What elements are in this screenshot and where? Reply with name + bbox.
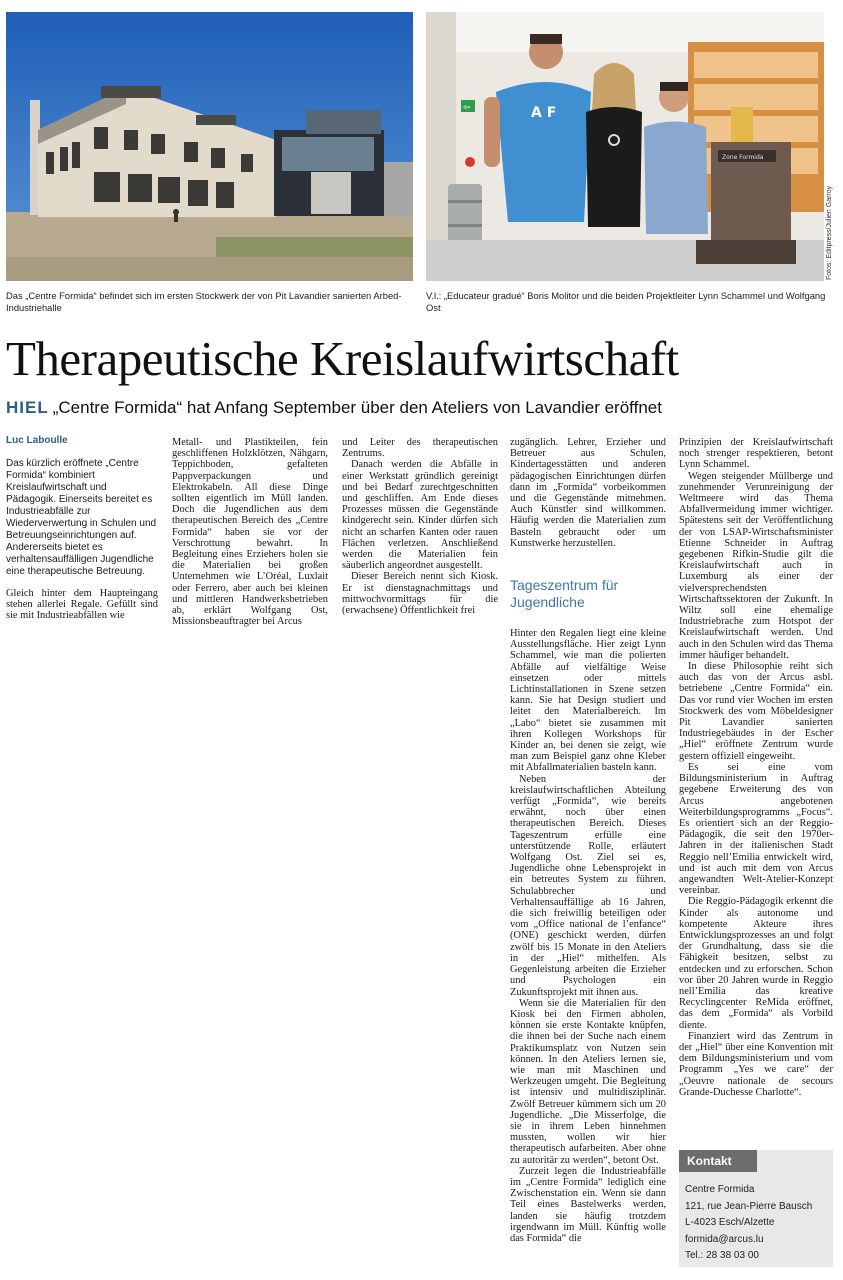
contact-street: 121, rue Jean-Pierre Bausch bbox=[685, 1201, 813, 1212]
article-subheadline bbox=[6, 398, 662, 418]
contact-phone: Tel.: 28 38 03 00 bbox=[685, 1250, 759, 1261]
team-photo bbox=[426, 12, 824, 281]
author-byline: Luc Laboulle bbox=[6, 435, 68, 446]
location-kicker: HIEL bbox=[6, 398, 49, 417]
article-paragraph: Zurzeit legen die Industrieabfälle im „Centre Formida“ lediglich eine Zwischenstation ein. Wenn sie dann Teil eines Bastelwerks werden, landen sie häufig trotzdem irgendwann im Müll. Künftig wolle das Formida“ die bbox=[510, 1165, 666, 1244]
article-paragraph: Wegen steigender Müllberge und zunehmender Verunreinigung der Weltmeere wird das Thema Abfallvermeidung immer wichtiger. Spätestens seit der Veröffentlichung der von LSAP-Wirtschaftsminister Etienne Schneider in Auftrag gegebenen Rifkin-Studie gilt die Kreislaufwirtschaft auch in Luxemburg als einer der vielversprechendsten Wirtschaftssektoren der Zukunft. In Wiltz soll eine ehemalige Industriebrache zum Hotspot der Kreislaufwirtschaft werden. Und auch in den Schulen wird das Thema immer häufiger behandelt. bbox=[679, 470, 833, 661]
sign-label: Zone Formida bbox=[722, 154, 764, 161]
article-column-5 bbox=[679, 437, 833, 1098]
article-headline: Therapeutische Kreislaufwirtschaft bbox=[6, 331, 679, 386]
building-photo bbox=[6, 12, 413, 281]
article-paragraph: zugänglich. Lehrer, Erzieher und Betreuer aus Schulen, Kindertagesstätten und anderen pädagogischen Einrichtungen dürfen dann im „Formida“ vorbeikommen und die Gegenstände mitnehmen. Auch Künstler sind willkommen. Häufig werden die Materialien zum Basteln gebraucht oder um Kunstwerke herzustellen. bbox=[510, 437, 666, 549]
contact-email[interactable]: formida@arcus.lu bbox=[685, 1234, 764, 1245]
article-paragraph: Neben der kreislaufwirtschaftlichen Abteilung verfügt „Formida“, wie bereits erwähnt, noch über einen therapeutischen Bereich. Dieses Tageszentrum erfülle eine unterstützende Rolle, erläutert Wolfgang Ost. Ziel sei es, Jugendliche ohne Lebensprojekt in ein betreutes System zu führen. Schulabbrecher und Verhaltensauffällige ab 16 Jahren, die sich freiwillig beteiligen oder vom „Office national de l’enfance“ (ONE) geschickt werden, dürfen zwölf bis 15 Monate in den Ateliers in der „Hiel“ mithelfen. Als Gegenleistung arbeiten die Erzieher und Psychologen ein Zukunftsprojekt mit ihnen aus. bbox=[510, 773, 666, 998]
exit-sign-icon: ⇦ bbox=[463, 103, 471, 113]
article-paragraph: Dieser Bereich nennt sich Kiosk. Er ist dienstagnachmittags und mittwochvormittags für die (erwachsene) Öffentlichkeit frei bbox=[342, 571, 498, 617]
article-paragraph: Die Reggio-Pädagogik erkennt die Kinder als autonome und kompetente Akteure ihres Entwicklungsprozesses an und folgt der Grundhaltung, dass sie die Fähigkeit besitzen, selbst zu entdecken und zu erforschen. Schon vor über 20 Jahren wurde in Reggio nell’Emilia das kreative Recyclingcenter ReMida eröffnet, das dem „Formida“ als Vorbild diente. bbox=[679, 896, 833, 1031]
contact-box-title: Kontakt bbox=[679, 1150, 757, 1172]
photo-credit: Fotos: Editpress/Julien Garroy bbox=[826, 185, 833, 280]
article-paragraph: Wenn sie die Materialien für den Kiosk bei den Firmen abholen, können sie erste Kontakte knüpfen, die ihnen bei der Suche nach einem Praktikumsplatz von Nutzen sein können. In den Ateliers lernen sie, wie man mit Maschinen und Werkzeugen umgeht. Die Begleitung ist intensiv und multidisziplinär. Zwölf Betreuer kümmern sich um 20 Jugendliche. „Die Misserfolge, die sie in ihrem Leben hinnehmen mussten, wollen wir hier therapeutisch aufarbeiten. Aber ohne zu autoritär zu werden“, betont Ost. bbox=[510, 997, 666, 1166]
article-paragraph: und Leiter des therapeutischen Zentrums. bbox=[342, 437, 498, 460]
article-paragraph: Metall- und Plastikteilen, fein geschliffenen Holzklötzen, Nähgarn, Teppichboden, gefalteten Pappverpackungen und Elektrokabeln. All diese Dinge sollten eigentlich im Müll landen. Doch die Jugendlichen aus dem therapeutischen Bereich des „Centre Formida“ haben sie vor der Verschrottung bewahrt. In Begleitung eines Erziehers holen sie die Materialien bei großen Unternehmen wie L’Oréal, Luxlait oder Ferrero, aber auch bei kleinen und mittleren Handwerksbetrieben ab, erklärt Wolfgang Ost, Missionsbeauftragter bei Arcus bbox=[172, 437, 328, 628]
article-column-2 bbox=[172, 437, 328, 627]
article-paragraph: Prinzipien der Kreislaufwirtschaft noch strenger respektieren, betont Lynn Schammel. bbox=[679, 437, 833, 471]
contact-city: L-4023 Esch/Alzette bbox=[685, 1217, 775, 1228]
article-paragraph: Danach werden die Abfälle in einer Werkstatt gründlich gereinigt und bei Bedarf zurechtgeschnitten und geschliffen. Am Ende dieses Prozesses müssen die Gegenstände kindgerecht sein. Kinder dürfen sich nicht an scharfen Kanten oder rauen Flächen verletzen. Anschließend werden die Materialien fein säuberlich angeordnet ausgestellt. bbox=[342, 459, 498, 572]
shirt-print: A F bbox=[531, 105, 557, 121]
contact-name: Centre Formida bbox=[685, 1184, 755, 1195]
article-paragraph: Gleich hinter dem Haupteingang stehen allerlei Regale. Gefüllt sind sie mit Industrieabfällen wie bbox=[6, 588, 158, 622]
article-column-1 bbox=[6, 458, 158, 632]
article-paragraph: Hinter den Regalen liegt eine kleine Ausstellungsfläche. Hier zeigt Lynn Schammel, wie man die polierten Abfälle auf vielfältige Weise einsetzen oder mittels Lichtinstallationen in Szene setzen kann. Sie hat Design studiert und leitet den Materialbereich. Im „Labo“ bietet sie zusammen mit ihren Kollegen Workshops für Kinder an, bei denen sie zeigt, wie man zum Beispiel ganz ohne Kleber mit Abfallmaterialien basteln kann. bbox=[510, 628, 666, 774]
team-photo-drawing bbox=[426, 12, 824, 281]
article-intro: Das kürzlich eröffnete „Centre Formida“ kombiniert Kreislaufwirtschaft und Pädagogik. Einerseits bereitet es Industrieabfälle zur Wiederverwertung in Schulen und Betreuungseinrichtungen auf. Andererseits bietet es verhaltensauffälligen Jugendliche eine therapeutische Betreuung. bbox=[6, 458, 157, 577]
section-subhead: Tageszentrum für Jugendliche bbox=[510, 577, 619, 610]
building-photo-drawing bbox=[6, 12, 413, 281]
article-paragraph: Es sei eine vom Bildungsministerium in Auftrag gegebene Erweiterung des von Arcus angebotenen Weiterbildungsprogramms „Focus“. Es orientiert sich an der Reggio-Pädagogik, die seit den 1970er-Jahren in der italienischen Stadt Reggio nell’Emilia entwickelt wird, und ist auch mit dem von Arcus angewandten Welt-Atelier-Konzept vereinbar. bbox=[679, 761, 833, 897]
article-paragraph: Finanziert wird das Zentrum in der „Hiel“ über eine Konvention mit dem Bildungsministerium und vom Programm „Yes we care“ der „Oeuvre nationale de secours Grande-Duchesse Charlotte“. bbox=[679, 1030, 833, 1098]
contact-box bbox=[679, 1150, 833, 1267]
article-column-4-continued bbox=[510, 628, 666, 1244]
article-column-4 bbox=[510, 437, 666, 549]
left-photo-caption: Das „Centre Formida“ befindet sich im ersten Stockwerk der von Pit Lavandier sanierten Arbed-Industriehalle bbox=[6, 290, 402, 313]
subheadline-text: „Centre Formida“ hat Anfang September über den Ateliers von Lavandier eröffnet bbox=[52, 398, 662, 417]
right-photo-caption: V.l.: „Educateur gradué“ Boris Molitor und die beiden Projektleiter Lynn Schammel und Wolfgang Ost bbox=[426, 290, 826, 313]
article-paragraph: In diese Philosophie reiht sich auch das von der Arcus asbl. betriebene „Centre Formida“ ein. Das vor rund vier Wochen im ersten Stockwerk des vom Möbeldesigner Pit Lavandier sanierten Industriegebäudes in der Escher „Hiel“ eröffnete Zentrum wurde gestern offiziell eingeweiht. bbox=[679, 661, 833, 762]
article-column-3 bbox=[342, 437, 498, 616]
